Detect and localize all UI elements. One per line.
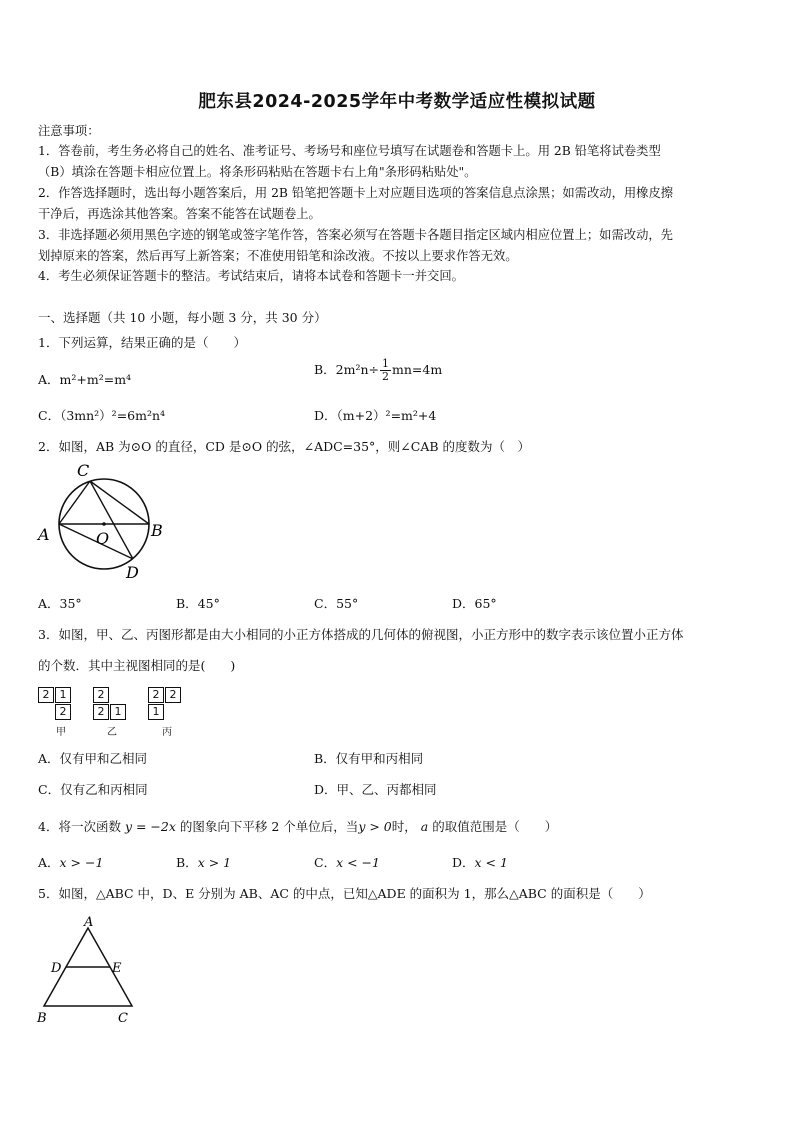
q2-option-a: A．35° [38,596,82,611]
top-view-jia [38,687,78,737]
fraction-numerator: 1 [382,357,390,370]
notice-line: 3．非选择题必须用黑色字迹的钢笔或签字笔作答，答案必须写在答题卡各题目指定区域内相应位置上；如需改动，先 [38,228,673,242]
q4-option-a [38,853,103,871]
circle-diagram [34,464,166,582]
q1-option-b-post: mn=4m [392,362,443,377]
notice-line: 2．作答选择题时，选出每小题答案后，用 2B 铅笔把答题卡上对应题目选项的答案信息点涂黑；如需改动，用橡皮擦 [38,186,674,200]
q4-option-b [176,853,231,871]
q1-option-b-pre: B．2m²n÷ [314,362,380,377]
grid-label: 甲 [56,727,66,738]
notice-line: （B）填涂在答题卡相应位置上。将条形码粘贴在答题卡右上角"条形码粘贴处"。 [38,165,477,179]
grid-cell: 2 [38,687,54,703]
q1-option-a: A．m²+m²=m⁴ [38,372,132,387]
q4-option-d [452,853,508,871]
grid-label: 乙 [107,727,117,738]
q2-option-d: D．65° [452,596,497,611]
option-letter: A． [38,855,60,870]
top-view-yi [93,687,133,737]
q1-option-c: C．（3mn²）²=6m²n⁴ [38,408,166,423]
label-a: A [84,915,94,930]
q3-option-d: D．甲、乙、丙都相同 [314,782,437,797]
q4-function: y = −2x [124,819,176,834]
question-1-stem: 1．下列运算，结果正确的是（ ） [38,335,246,350]
label-c: C [118,1011,128,1026]
page-title: 肥东县2024-2025学年中考数学适应性模拟试题 [198,92,596,112]
label-a: A [38,525,50,544]
q2-option-c: C．55° [314,596,359,611]
label-d: D [126,563,139,582]
q4-variable: a [420,819,429,834]
q4-stem-post: 的取值范围是（ ） [432,819,558,834]
label-b: B [37,1011,47,1026]
option-expression: x > 1 [197,855,232,870]
option-expression: x < −1 [336,855,380,870]
label-d: D [51,961,62,976]
question-2-stem: 2．如图，AB 为⊙O 的直径，CD 是⊙O 的弦，∠ADC=35°，则∠CAB 的度数为（ ） [38,439,531,454]
q1-option-b [314,358,442,383]
q3-option-c: C．仅有乙和丙相同 [38,782,148,797]
notice-heading: 注意事项： [38,124,100,138]
option-expression: x < 1 [474,855,508,870]
grid-label: 丙 [162,727,172,738]
option-expression: x > −1 [59,855,104,870]
triangle-diagram [34,912,144,1030]
label-e: E [112,961,122,976]
q4-condition: y > 0 [358,819,392,834]
grid-cell: 2 [55,704,71,720]
label-c: C [77,464,90,480]
grid-cell: 2 [93,704,109,720]
grid-cell: 2 [93,687,109,703]
option-letter: B． [176,855,198,870]
question-5-stem: 5．如图，△ABC 中，D、E 分别为 AB、AC 的中点，已知△ADE 的面积为 1，那么△ABC 的面积是（ ） [38,886,651,901]
notice-line: 干净后，再选涂其他答案。答案不能答在试题卷上。 [38,207,321,221]
grid-cell: 2 [148,687,164,703]
fraction-denominator: 2 [382,370,390,383]
q3-option-b: B．仅有甲和丙相同 [314,751,424,766]
question-4-stem [38,817,557,835]
center-point [102,522,106,526]
q2-option-b: B．45° [176,596,220,611]
fraction-half [380,358,391,383]
label-o: O [96,529,110,548]
notice-line: 4．考生必须保证答题卡的整洁。考试结束后，请将本试卷和答题卡一并交回。 [38,269,464,283]
q3-option-a: A．仅有甲和乙相同 [38,751,148,766]
q4-stem-mid2: 时， [391,819,417,834]
segment-cb [90,481,149,524]
question-3-stem: 3．如图，甲、乙、丙图形都是由大小相同的小正方体搭成的几何体的俯视图，小正方形中的数字表示该位置小正方体 [38,627,684,642]
grid-cell: 1 [110,704,126,720]
label-b: B [151,521,163,540]
grid-cell: 1 [55,687,71,703]
option-letter: D． [452,855,475,870]
q4-option-c [314,853,380,871]
section-heading: 一、选择题（共 10 小题，每小题 3 分，共 30 分） [38,310,327,325]
q1-option-d: D．（m+2）²=m²+4 [314,408,437,423]
option-letter: C． [314,855,337,870]
notice-line: 划掉原来的答案，然后再写上新答案；不准使用铅笔和涂改液。不按以上要求作答无效。 [38,249,518,263]
notice-line: 1．答卷前，考生务必将自己的姓名、准考证号、考场号和座位号填写在试题卷和答题卡上。用 2B 铅笔将试卷类型 [38,144,661,158]
q4-stem-pre: 4．将一次函数 [38,819,121,834]
grid-cell: 2 [165,687,181,703]
q4-stem-mid: 的图象向下平移 2 个单位后，当 [179,819,359,834]
top-view-bing [148,687,188,737]
grid-cell: 1 [148,704,164,720]
question-3-stem-cont: 的个数．其中主视图相同的是( ) [38,658,236,673]
